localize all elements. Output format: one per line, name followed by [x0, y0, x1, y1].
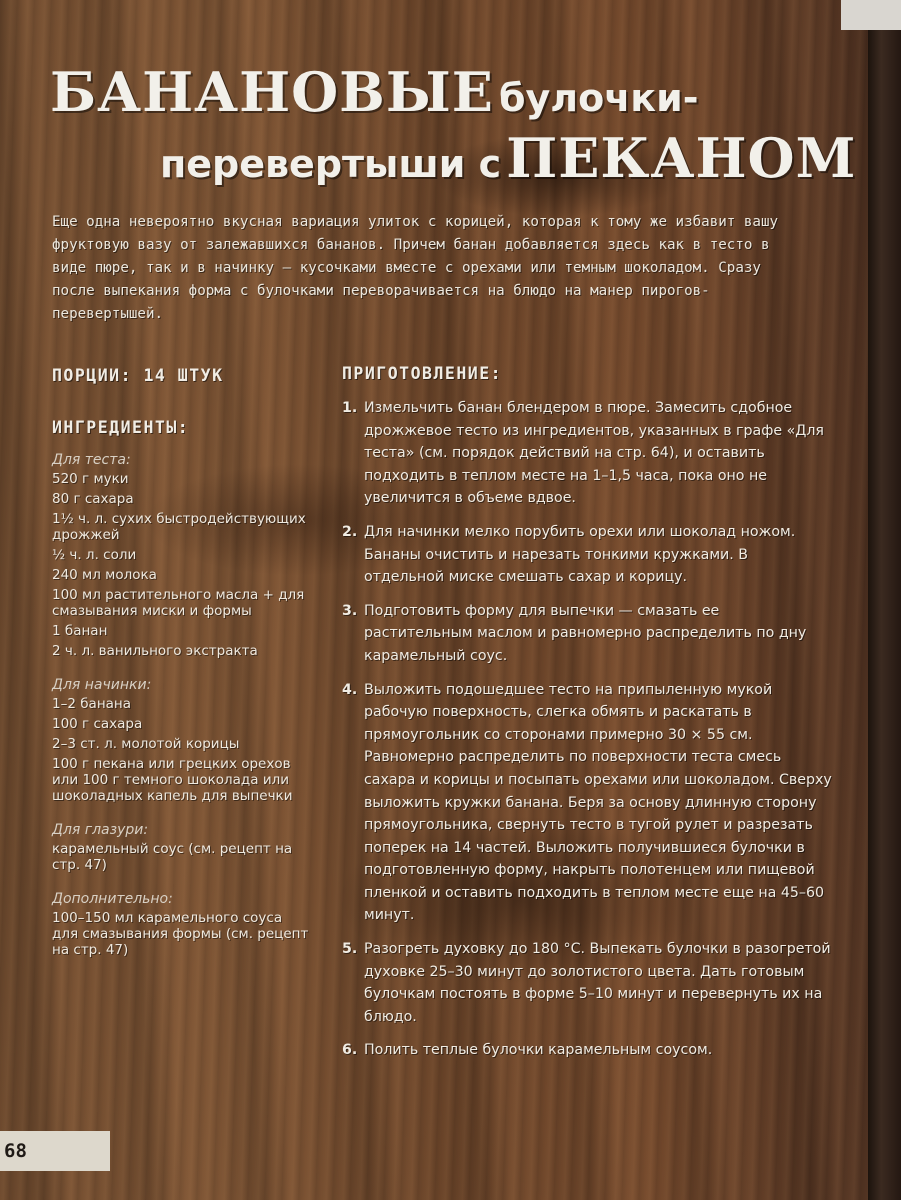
title-line-1 — [50, 60, 699, 124]
page-number: 68 — [0, 1131, 110, 1171]
step-4 — [342, 679, 832, 928]
step-3 — [342, 600, 832, 668]
ingredients-column — [52, 452, 312, 976]
step-text: Выложить подошедшее тесто на припыленную мукой рабочую поверхность, слегка обмять и раскатать в прямоугольник со сторонами примерно 30 × 55 см. Равномерно распределить по поверхности теста смесь сахара и корицы и посыпать орехами или шоколадом. Сверху выложить кружки банана. Беря за основу длинную сторону прямоугольника, свернуть тесто в тугой рулет и разрезать поперек на 14 частей. Выложить получившиеся булочки в подготовленную форму, накрыть полотенцем или пищевой пленкой и оставить подходить в теплом месте еще на 45–60 минут. — [364, 681, 832, 924]
title-word-perevertyshi: перевертыши с — [160, 142, 502, 186]
ingredient-group-dough — [52, 452, 312, 659]
intro-paragraph: Еще одна невероятно вкусная вариация улиток с корицей, которая к тому же избавит вашу фруктовую вазу от залежавшихся бананов. Причем банан добавляется здесь как в тесто в виде пюре, так и в начинку — кусочками вместе с орехами или темным шоколадом. Сразу после выпекания форма с булочками переворачивается на блюдо на манер пирогов-перевертышей. — [52, 214, 779, 322]
step-text: Разогреть духовку до 180 °С. Выпекать булочки в разогретой духовке 25–30 минут до золотистого цвета. Дать готовым булочкам постоять в форме 5–10 минут и перевернуть их на блюдо. — [364, 941, 831, 1025]
step-number: 4. — [342, 681, 358, 698]
ingredient-item: 1–2 банана — [52, 696, 132, 712]
ingredient-item: ½ ч. л. соли — [52, 547, 137, 563]
step-1 — [342, 397, 832, 510]
step-number: 1. — [342, 400, 358, 416]
step-text: Для начинки мелко порубить орехи или шоколад ножом. Бананы очистить и нарезать тонкими кружками. В отдельной миске смешать сахар и корицу. — [364, 523, 796, 586]
step-number: 3. — [342, 602, 358, 619]
step-text: Полить теплые булочки карамельным соусом. — [364, 1042, 713, 1059]
ingredient-item: 100 мл растительного масла + для смазывания миски и формы — [52, 587, 305, 619]
ingredient-item: 100 г сахара — [52, 716, 143, 732]
ingredient-item: 80 г сахара — [52, 491, 134, 507]
ingredient-group-extra — [52, 891, 312, 958]
ingredient-item: 240 мл молока — [52, 567, 157, 583]
step-number: 6. — [342, 1042, 358, 1059]
step-text: Измельчить банан блендером в пюре. Замесить сдобное дрожжевое тесто из ингредиентов, указанных в графе «Для теста» (см. порядок действий на стр. 64), и оставить подходить в теплом месте на 1–1,5 часа, пока оно не увеличится в объеме вдвое. — [364, 400, 824, 507]
ingredient-group-filling — [52, 677, 312, 804]
ingredient-item: 520 г муки — [52, 471, 129, 487]
book-spine-edge — [868, 0, 901, 1200]
step-6 — [342, 1039, 832, 1062]
step-2 — [342, 521, 832, 589]
background-corner — [841, 0, 901, 30]
group-title: Для начинки: — [52, 677, 152, 693]
title-word-pekanom: ПЕКАНОМ — [506, 126, 857, 190]
step-number: 5. — [342, 941, 358, 958]
step-5 — [342, 938, 832, 1028]
group-title: Для теста: — [52, 452, 131, 468]
ingredient-item: 1½ ч. л. сухих быстродействующих дрожжей — [52, 511, 306, 543]
ingredient-item: 100 г пекана или грецких орехов или 100 г темного шоколада или шоколадных капель для выпечки — [52, 756, 293, 804]
title-word-bananovye: БАНАНОВЫЕ — [50, 60, 494, 124]
preparation-steps — [342, 397, 832, 1073]
title-word-bulochki: булочки- — [498, 76, 699, 120]
ingredients-heading: ИНГРЕДИЕНТЫ: — [52, 418, 190, 437]
group-title: Дополнительно: — [52, 891, 173, 907]
ingredient-item: карамельный соус (см. рецепт на стр. 47) — [52, 841, 293, 873]
preparation-heading: ПРИГОТОВЛЕНИЕ: — [342, 364, 503, 383]
ingredient-item: 1 банан — [52, 623, 108, 639]
step-text: Подготовить форму для выпечки — смазать ее растительным маслом и равномерно распределить по дну карамельный соус. — [364, 602, 807, 664]
group-title: Для глазури: — [52, 822, 149, 838]
ingredient-item: 2–3 ст. л. молотой корицы — [52, 736, 240, 752]
title-line-2 — [160, 126, 856, 190]
step-number: 2. — [342, 523, 358, 540]
ingredient-item: 2 ч. л. ванильного экстракта — [52, 643, 258, 659]
ingredient-group-glaze — [52, 822, 312, 873]
ingredient-item: 100–150 мл карамельного соуса для смазывания формы (см. рецепт на стр. 47) — [52, 910, 309, 958]
servings-label: ПОРЦИИ: 14 ШТУК — [52, 366, 224, 385]
